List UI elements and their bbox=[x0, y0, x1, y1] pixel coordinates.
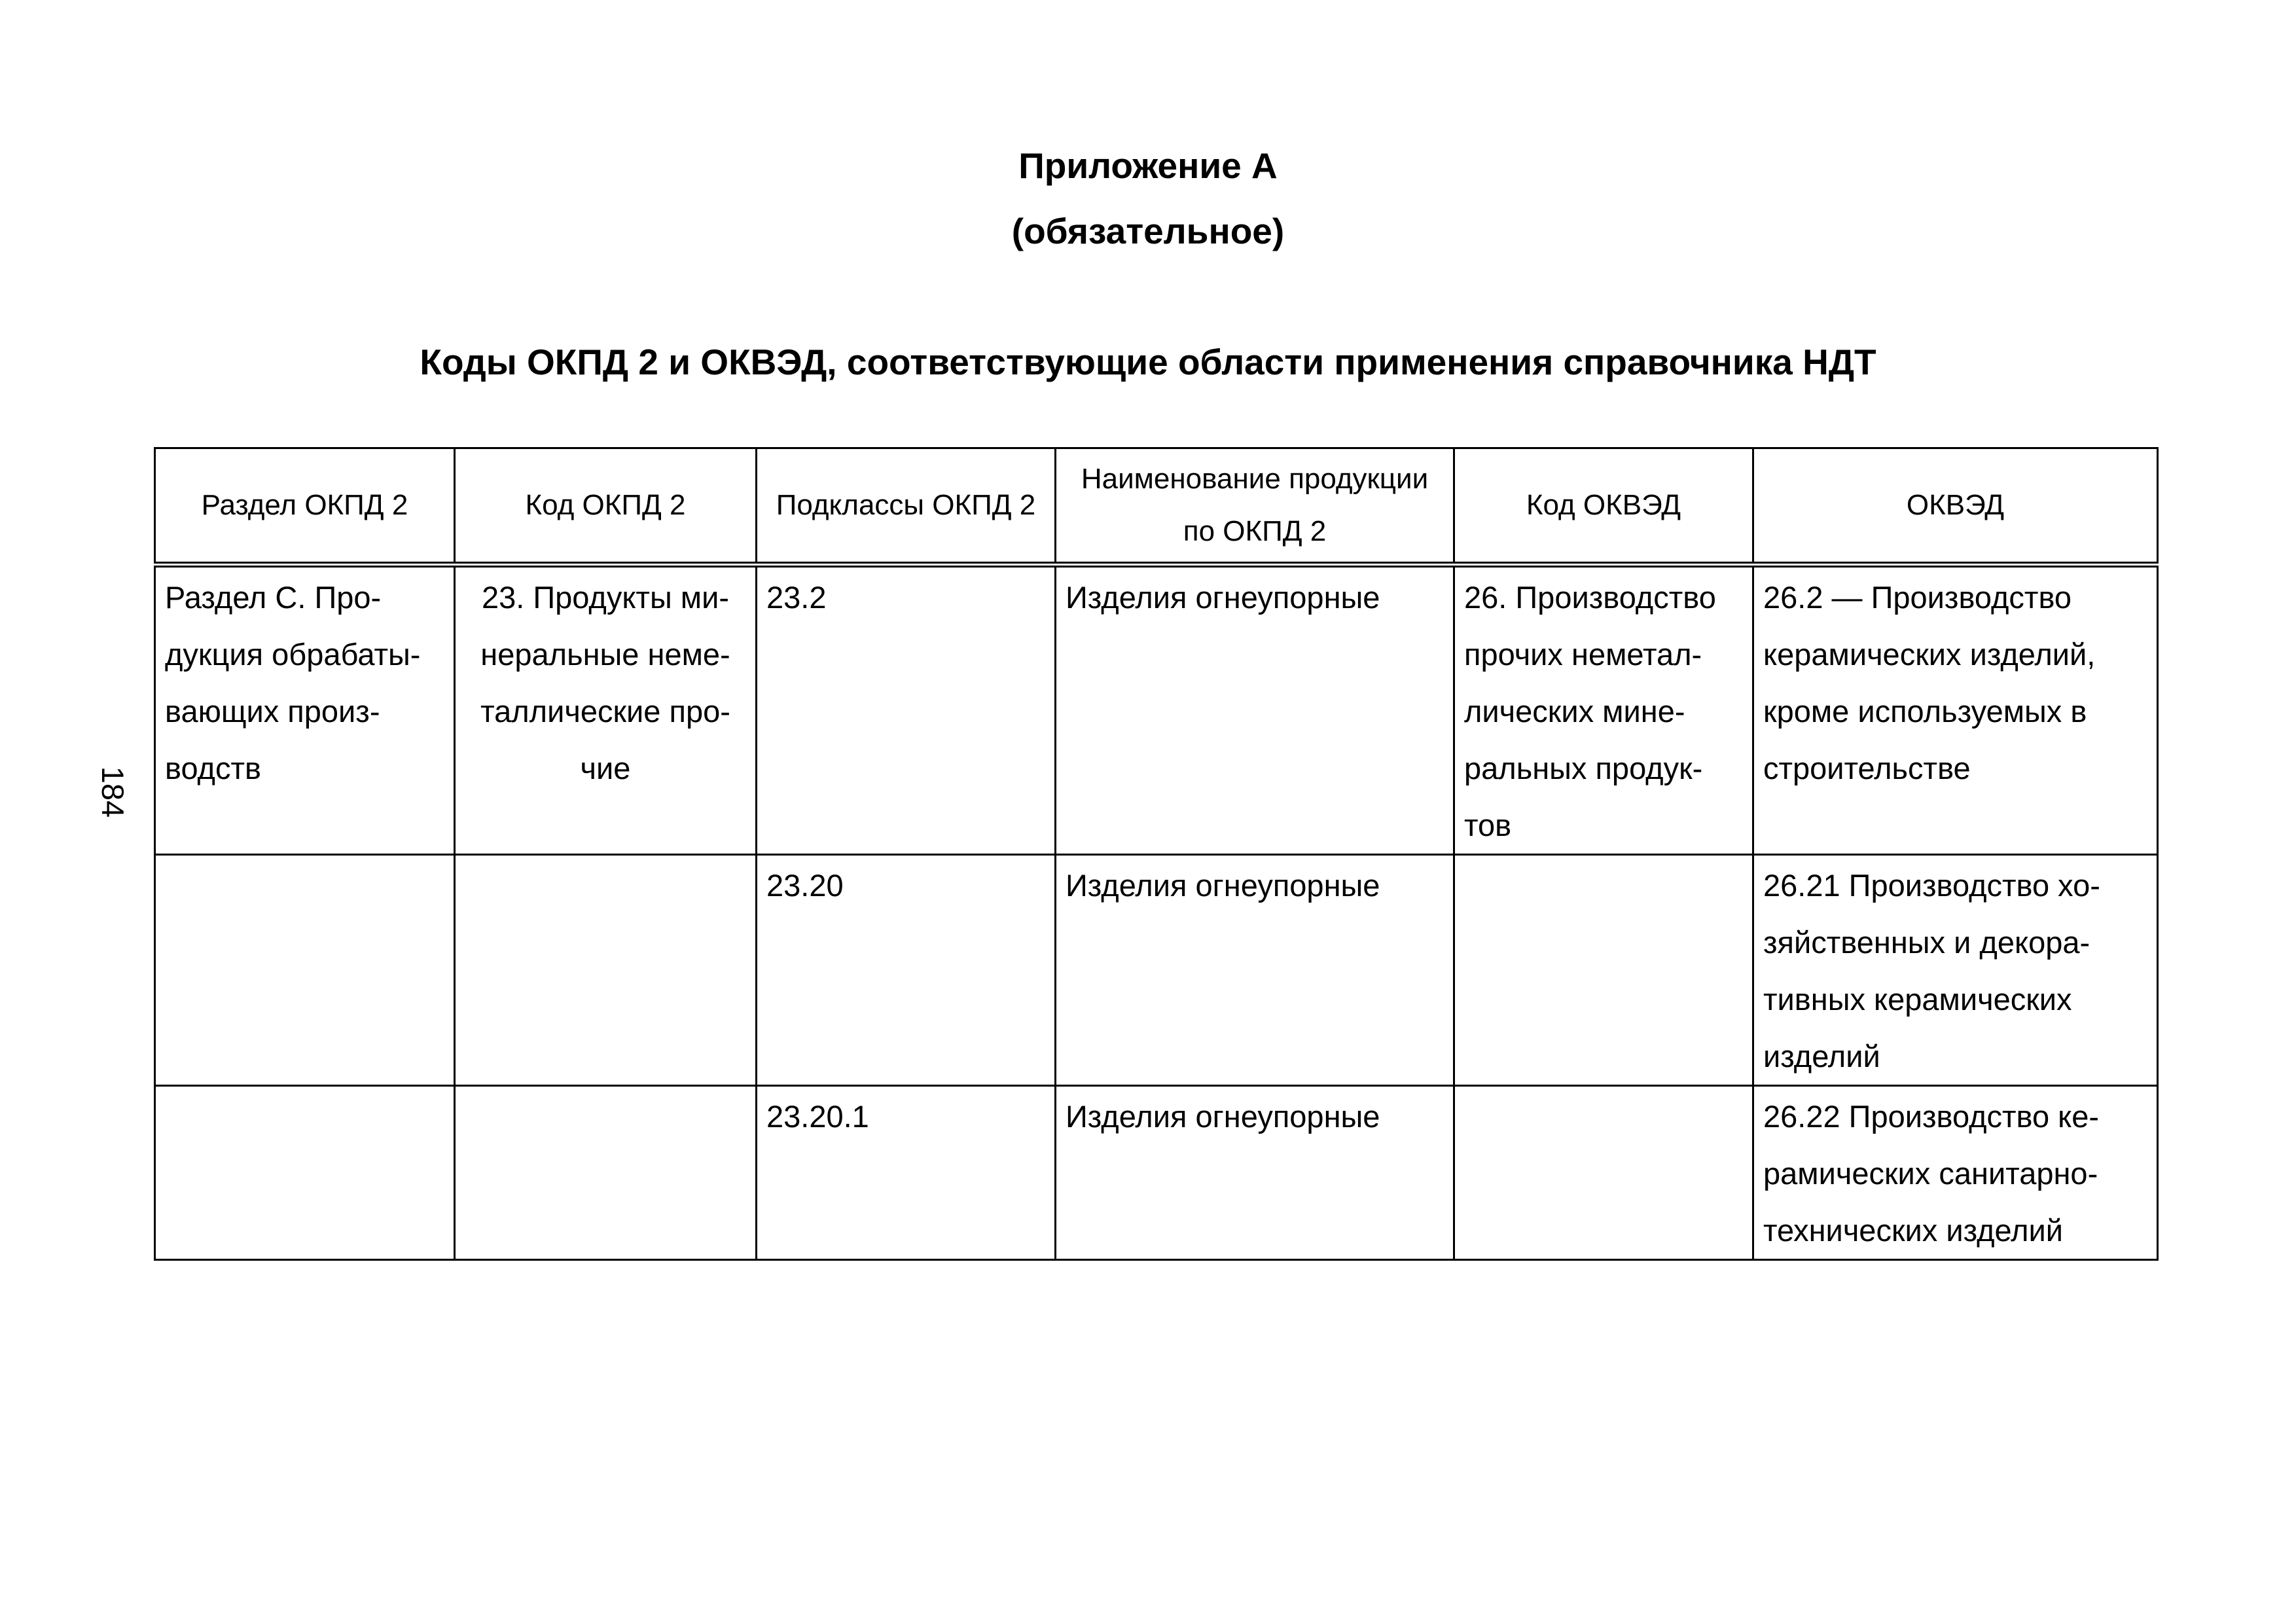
cell-kod-okved: 26. Производство прочих неметал- лических мине- ральных продук- тов bbox=[1454, 565, 1753, 855]
document-title: Коды ОКПД 2 и ОКВЭД, соответствующие области применения справочника НДТ bbox=[420, 342, 1876, 382]
codes-table bbox=[154, 447, 2159, 1261]
header-okved: ОКВЭД bbox=[1753, 448, 2158, 565]
cell-razdel bbox=[155, 1086, 455, 1260]
cell-kod-okved bbox=[1454, 1086, 1753, 1260]
table-row bbox=[155, 565, 2158, 855]
cell-kod-okved bbox=[1454, 855, 1753, 1086]
header-podklassy-okpd: Подклассы ОКПД 2 bbox=[757, 448, 1056, 565]
appendix-title: Приложение А bbox=[1018, 145, 1278, 186]
cell-naimenovanie: Изделия огнеупорные bbox=[1056, 1086, 1454, 1260]
cell-okved: 26.22 Производство ке- рамических санитарно- технических изделий bbox=[1753, 1086, 2158, 1260]
cell-razdel: Раздел С. Про- дукция обрабаты- вающих произ- водств bbox=[155, 565, 455, 855]
cell-okved: 26.2 — Производство керамических изделий, кроме используемых в строительстве bbox=[1753, 565, 2158, 855]
table-row bbox=[155, 1086, 2158, 1260]
header-razdel-okpd: Раздел ОКПД 2 bbox=[155, 448, 455, 565]
header-kod-okved: Код ОКВЭД bbox=[1454, 448, 1753, 565]
cell-podklass: 23.20 bbox=[757, 855, 1056, 1086]
appendix-subtitle: (обязательное) bbox=[1011, 211, 1285, 251]
cell-okved: 26.21 Производство хо- зяйственных и декора- тивных керамических изделий bbox=[1753, 855, 2158, 1086]
header-kod-okpd: Код ОКПД 2 bbox=[455, 448, 757, 565]
header-naimenovanie: Наименование продукции по ОКПД 2 bbox=[1056, 448, 1454, 565]
cell-kod-okpd bbox=[455, 855, 757, 1086]
cell-razdel bbox=[155, 855, 455, 1086]
cell-podklass: 23.20.1 bbox=[757, 1086, 1056, 1260]
table-row bbox=[155, 855, 2158, 1086]
page-number: 184 bbox=[96, 766, 130, 818]
cell-naimenovanie: Изделия огнеупорные bbox=[1056, 855, 1454, 1086]
table-header-row bbox=[155, 448, 2158, 565]
cell-kod-okpd bbox=[455, 1086, 757, 1260]
cell-podklass: 23.2 bbox=[757, 565, 1056, 855]
cell-naimenovanie: Изделия огнеупорные bbox=[1056, 565, 1454, 855]
cell-kod-okpd: 23. Продукты ми- неральные неме- таллические про- чие bbox=[455, 565, 757, 855]
